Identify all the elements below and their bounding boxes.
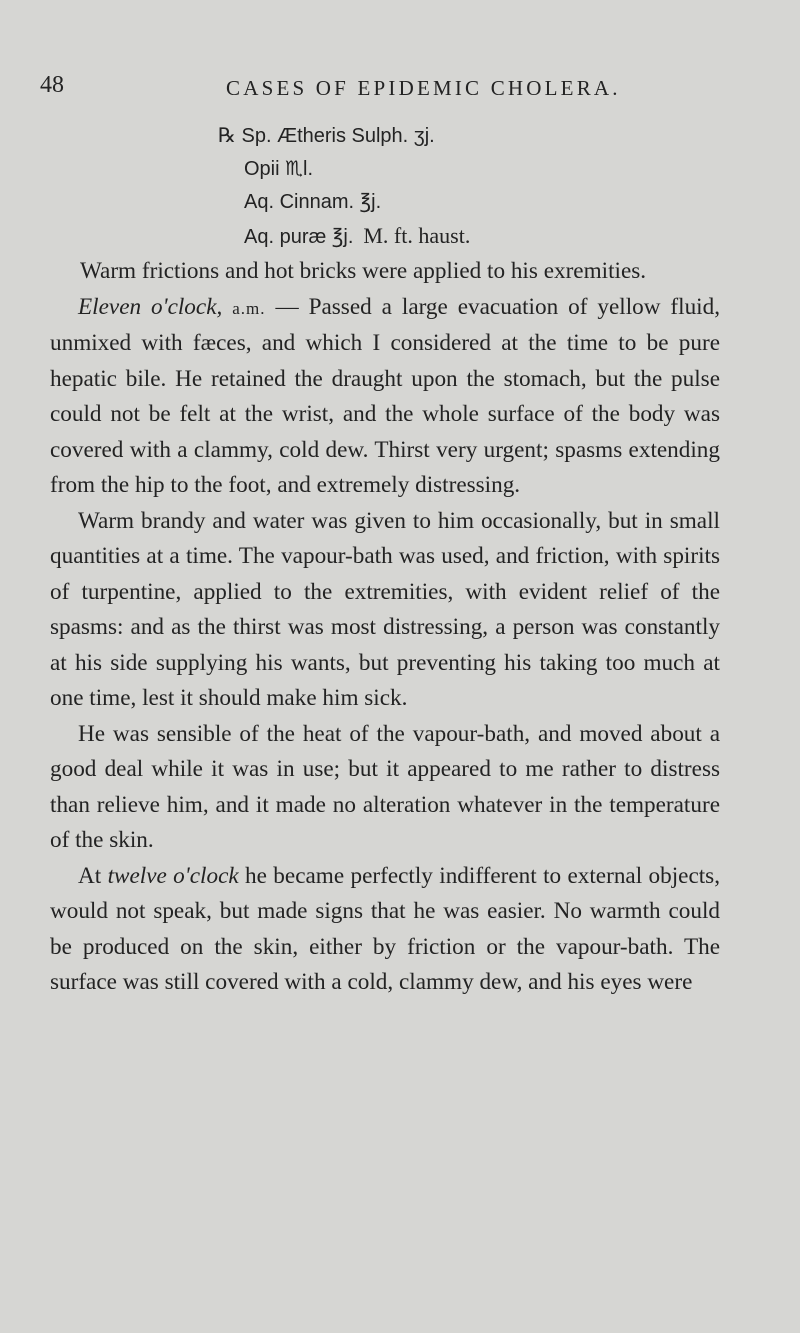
paragraph-text: At: [78, 862, 102, 889]
paragraph: He was sensible of the heat of the vapour-bath, and moved about a good deal while it was in use; but it appeared to me rather to distress than relieve him, and it made no alteration whatever in the temperature of the skin.: [50, 720, 720, 853]
paragraph-text: he became perfectly indifferent to external objects, would not speak, but made signs that he was easier. No warmth could be produced on the skin, either by friction or the vapour-bath. The surface was still covered with a cold, clammy dew, and his eyes were: [50, 862, 721, 995]
prescription-line: [218, 219, 470, 254]
page-number: 48: [40, 72, 64, 98]
page-header: [40, 72, 740, 108]
prescription-line: ℞ Sp. Ætheris Sulph. ʒj.: [218, 125, 435, 147]
time-heading: twelve o'clock: [107, 862, 239, 889]
paragraph: [50, 859, 720, 1001]
time-period: a.m.: [232, 298, 266, 318]
prescription-line: Aq. Cinnam. ℥j.: [244, 191, 382, 213]
running-head: CASES OF EPIDEMIC CHOLERA.: [226, 76, 621, 100]
paragraph: [50, 290, 720, 504]
time-heading: Eleven o'clock,: [78, 293, 223, 320]
paragraph: Warm brandy and water was given to him occasionally, but in small quantities at a time. The vapour-bath was used, and friction, with spirits of turpentine, applied to the extremities, with evident relief of the spasms: and as the thirst was most distressing, a person was constantly at his side supplying his wants, but preventing his taking too much at one time, lest it should make him sick.: [50, 507, 720, 711]
body-text: [50, 254, 720, 1001]
paragraph-text: — Passed a large evacuation of yellow fluid, unmixed with fæces, and which I considered at the time to be pure hepatic bile. He retained the draught upon the stomach, but the pulse could not be felt at the wrist, and the whole surface of the body was covered with a clammy, cold dew. Thirst very urgent; spasms extending from the hip to the foot, and extremely distressing.: [50, 293, 721, 498]
paragraph: Warm frictions and hot bricks were applied to his exremities.: [80, 258, 647, 284]
prescription-mixture-note: M. ft. haust.: [363, 223, 471, 248]
prescription-block: [218, 120, 470, 254]
prescription-line: Opii ♏l.: [244, 158, 314, 180]
prescription-line-text: Aq. puræ ℥j.: [244, 226, 354, 248]
